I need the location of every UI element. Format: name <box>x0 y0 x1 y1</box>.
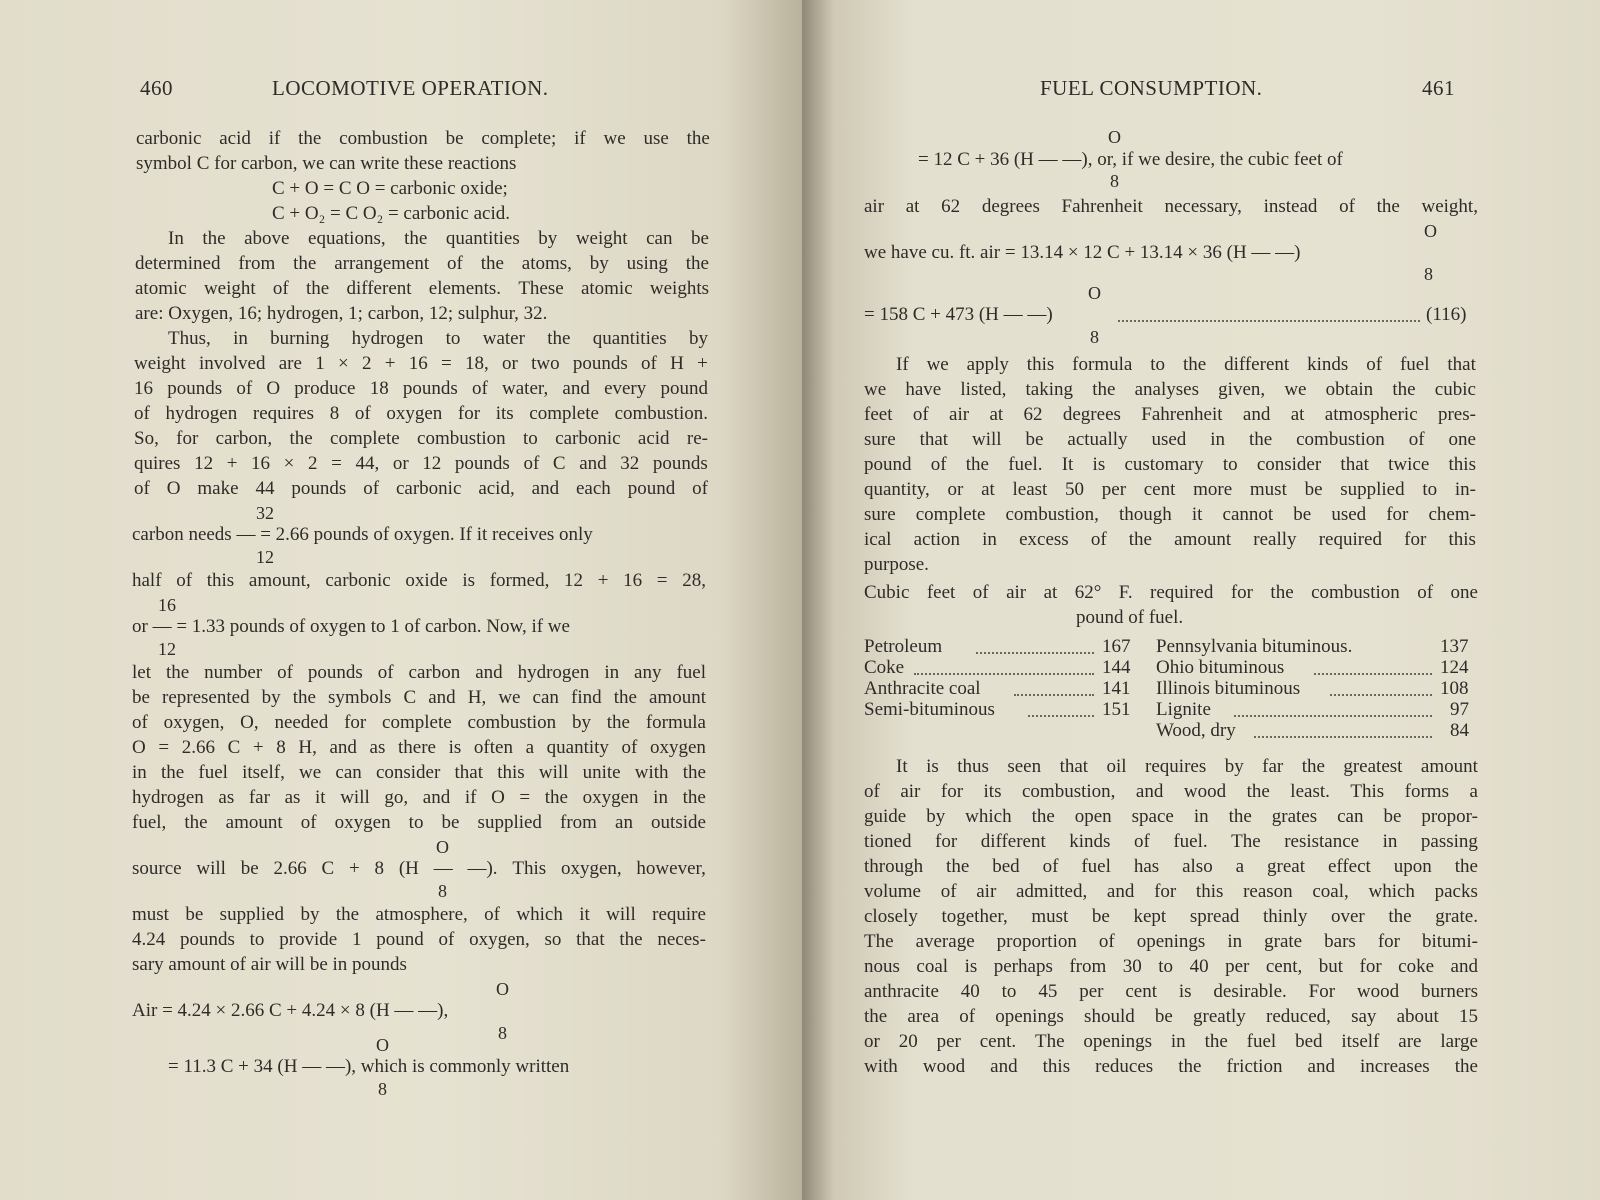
fraction-denominator: 12 <box>158 639 176 659</box>
equation: C + O₂ = C O₂ = carbonic acid. <box>272 203 510 224</box>
fuel-value: 137 <box>1440 636 1469 657</box>
leader-dots <box>1014 694 1094 696</box>
text-line: quantity, or at least 50 per cent more must be supplied to in- <box>864 479 1476 500</box>
text-line: of O make 44 pounds of carbonic acid, and each pound of <box>134 478 708 499</box>
fraction-denominator: 12 <box>256 547 274 567</box>
fraction-numerator: O <box>376 1035 389 1055</box>
text-line: sure complete combustion, though it cannot be used for chem- <box>864 504 1476 525</box>
text-line: of hydrogen requires 8 of oxygen for its complete combustion. <box>134 403 708 424</box>
text-line: in the fuel itself, we can consider that this will unite with the <box>132 762 706 783</box>
fraction-numerator: O <box>1108 127 1121 147</box>
text-line: carbon needs — = 2.66 pounds of oxygen. If it receives only <box>132 524 593 545</box>
fuel-value: 141 <box>1102 678 1131 699</box>
leader-dots <box>914 673 1094 675</box>
leader-dots <box>1254 736 1432 738</box>
fraction-denominator: 8 <box>1110 171 1119 191</box>
equation-number: (116) <box>1426 304 1467 325</box>
text-line: with wood and this reduces the friction and increases the <box>864 1056 1478 1077</box>
text-line: of oxygen, O, needed for complete combustion by the formula <box>132 712 706 733</box>
table-caption: pound of fuel. <box>1076 607 1184 628</box>
text-line: tioned for different kinds of fuel. The resistance in passing <box>864 831 1478 852</box>
text-line: closely together, must be kept spread thinly over the grate. <box>864 906 1478 927</box>
text-line: volume of air admitted, and for this reason coal, which packs <box>864 881 1478 902</box>
fuel-name: Wood, dry <box>1156 720 1236 741</box>
fraction-numerator: 16 <box>158 595 176 615</box>
text-line: 16 pounds of O produce 18 pounds of water, and every pound <box>134 378 708 399</box>
fuel-name: Coke <box>864 657 905 678</box>
fraction-denominator: 8 <box>1424 264 1433 284</box>
equation: Air = 4.24 × 2.66 C + 4.24 × 8 (H — —), <box>132 1000 449 1021</box>
text-line: The average proportion of openings in grate bars for bitumi- <box>864 931 1478 952</box>
text-line: the area of openings should be greatly reduced, say about 15 <box>864 1006 1478 1027</box>
text-line: anthracite 40 to 45 per cent is desirable. For wood burners <box>864 981 1478 1002</box>
fraction-denominator: 8 <box>498 1023 507 1043</box>
text-line: sure that will be actually used in the combustion of one <box>864 429 1476 450</box>
fuel-name: Lignite <box>1156 699 1211 720</box>
text-line: or — = 1.33 pounds of oxygen to 1 of carbon. Now, if we <box>132 616 570 637</box>
fraction-denominator: 8 <box>378 1079 387 1099</box>
leader-dots <box>976 652 1094 654</box>
text-line: fuel, the amount of oxygen to be supplied from an outside <box>132 812 706 833</box>
text-line: So, for carbon, the complete combustion to carbonic acid re- <box>134 428 708 449</box>
text-line: determined from the arrangement of the atoms, by using the <box>135 253 709 274</box>
text-line: source will be 2.66 C + 8 (H — —). This oxygen, however, <box>132 858 706 879</box>
fraction-numerator: O <box>496 979 509 999</box>
text-line: half of this amount, carbonic oxide is formed, 12 + 16 = 28, <box>132 570 706 591</box>
text-line: 4.24 pounds to provide 1 pound of oxygen, so that the neces- <box>132 929 706 950</box>
text-line: carbonic acid if the combustion be complete; if we use the <box>136 128 710 149</box>
text-line: are: Oxygen, 16; hydrogen, 1; carbon, 12; sulphur, 32. <box>135 303 548 324</box>
text-line: must be supplied by the atmosphere, of which it will require <box>132 904 706 925</box>
text-line: nous coal is perhaps from 30 to 40 per cent, but for coke and <box>864 956 1478 977</box>
fuel-name: Petroleum <box>864 636 943 657</box>
fuel-name: Ohio bituminous <box>1156 657 1285 678</box>
fuel-value: 84 <box>1450 720 1469 741</box>
fuel-name: Anthracite coal <box>864 678 981 699</box>
text-line: symbol C for carbon, we can write these reactions <box>136 153 517 174</box>
text-line: or 20 per cent. The openings in the fuel bed itself are large <box>864 1031 1478 1052</box>
equation: C + O = C O = carbonic oxide; <box>272 178 508 199</box>
fuel-value: 144 <box>1102 657 1131 678</box>
leader-dots <box>1314 673 1432 675</box>
text-line: guide by which the open space in the grates can be propor- <box>864 806 1478 827</box>
text-line: sary amount of air will be in pounds <box>132 954 407 975</box>
text-line: If we apply this formula to the different kinds of fuel that <box>896 354 1476 375</box>
equation: = 158 C + 473 (H — —) <box>864 304 1053 325</box>
page-number: 461 <box>1422 76 1455 100</box>
text-line: In the above equations, the quantities by weight can be <box>168 228 709 249</box>
running-head: FUEL CONSUMPTION. <box>1040 76 1263 100</box>
fuel-value: 167 <box>1102 636 1131 657</box>
text-line: Thus, in burning hydrogen to water the quantities by <box>168 328 708 349</box>
equation: = 12 C + 36 (H — —), or, if we desire, the cubic feet of <box>918 149 1343 170</box>
fuel-value: 97 <box>1450 699 1469 720</box>
table-caption: Cubic feet of air at 62° F. required for the combustion of one <box>864 582 1478 603</box>
fraction-denominator: 8 <box>1090 327 1099 347</box>
text-line: feet of air at 62 degrees Fahrenheit and at atmospheric pres- <box>864 404 1476 425</box>
leader-dots <box>1330 694 1432 696</box>
running-head: LOCOMOTIVE OPERATION. <box>272 76 549 100</box>
text-line: weight involved are 1 × 2 + 16 = 18, or two pounds of H + <box>134 353 708 374</box>
page-number: 460 <box>140 76 173 100</box>
fraction-numerator: 32 <box>256 503 274 523</box>
fuel-value: 151 <box>1102 699 1131 720</box>
fuel-value: 108 <box>1440 678 1469 699</box>
leader-dots <box>1234 715 1432 717</box>
fraction-numerator: O <box>1424 221 1437 241</box>
fuel-name: Semi-bituminous <box>864 699 995 720</box>
text-line: It is thus seen that oil requires by far the greatest amount <box>896 756 1478 777</box>
fuel-name: Pennsylvania bituminous. <box>1156 636 1353 657</box>
leader-dots <box>1028 715 1094 717</box>
text-line: pound of the fuel. It is customary to consider that twice this <box>864 454 1476 475</box>
text-line: through the bed of fuel has also a great effect upon the <box>864 856 1478 877</box>
text-line: we have listed, taking the analyses given, we obtain the cubic <box>864 379 1476 400</box>
text-line: hydrogen as far as it will go, and if O = the oxygen in the <box>132 787 706 808</box>
text-line: ical action in excess of the amount really required for this <box>864 529 1476 550</box>
text-line: purpose. <box>864 554 929 575</box>
leader-dots <box>1118 320 1420 322</box>
fraction-denominator: 8 <box>438 881 447 901</box>
fuel-value: 124 <box>1440 657 1469 678</box>
right-page <box>802 0 1600 1200</box>
fraction-numerator: O <box>1088 283 1101 303</box>
text-line: O = 2.66 C + 8 H, and as there is often a quantity of oxygen <box>132 737 706 758</box>
text-line: air at 62 degrees Fahrenheit necessary, instead of the weight, <box>864 196 1478 217</box>
fraction-numerator: O <box>436 837 449 857</box>
text-line: let the number of pounds of carbon and hydrogen in any fuel <box>132 662 706 683</box>
text-line: quires 12 + 16 × 2 = 44, or 12 pounds of C and 32 pounds <box>134 453 708 474</box>
equation: we have cu. ft. air = 13.14 × 12 C + 13.14 × 36 (H — —) <box>864 242 1301 263</box>
equation: = 11.3 C + 34 (H — —), which is commonly written <box>168 1056 570 1077</box>
text-line: atomic weight of the different elements. These atomic weights <box>135 278 709 299</box>
text-line: of air for its combustion, and wood the least. This forms a <box>864 781 1478 802</box>
fuel-name: Illinois bituminous <box>1156 678 1301 699</box>
text-line: be represented by the symbols C and H, we can find the amount <box>132 687 706 708</box>
